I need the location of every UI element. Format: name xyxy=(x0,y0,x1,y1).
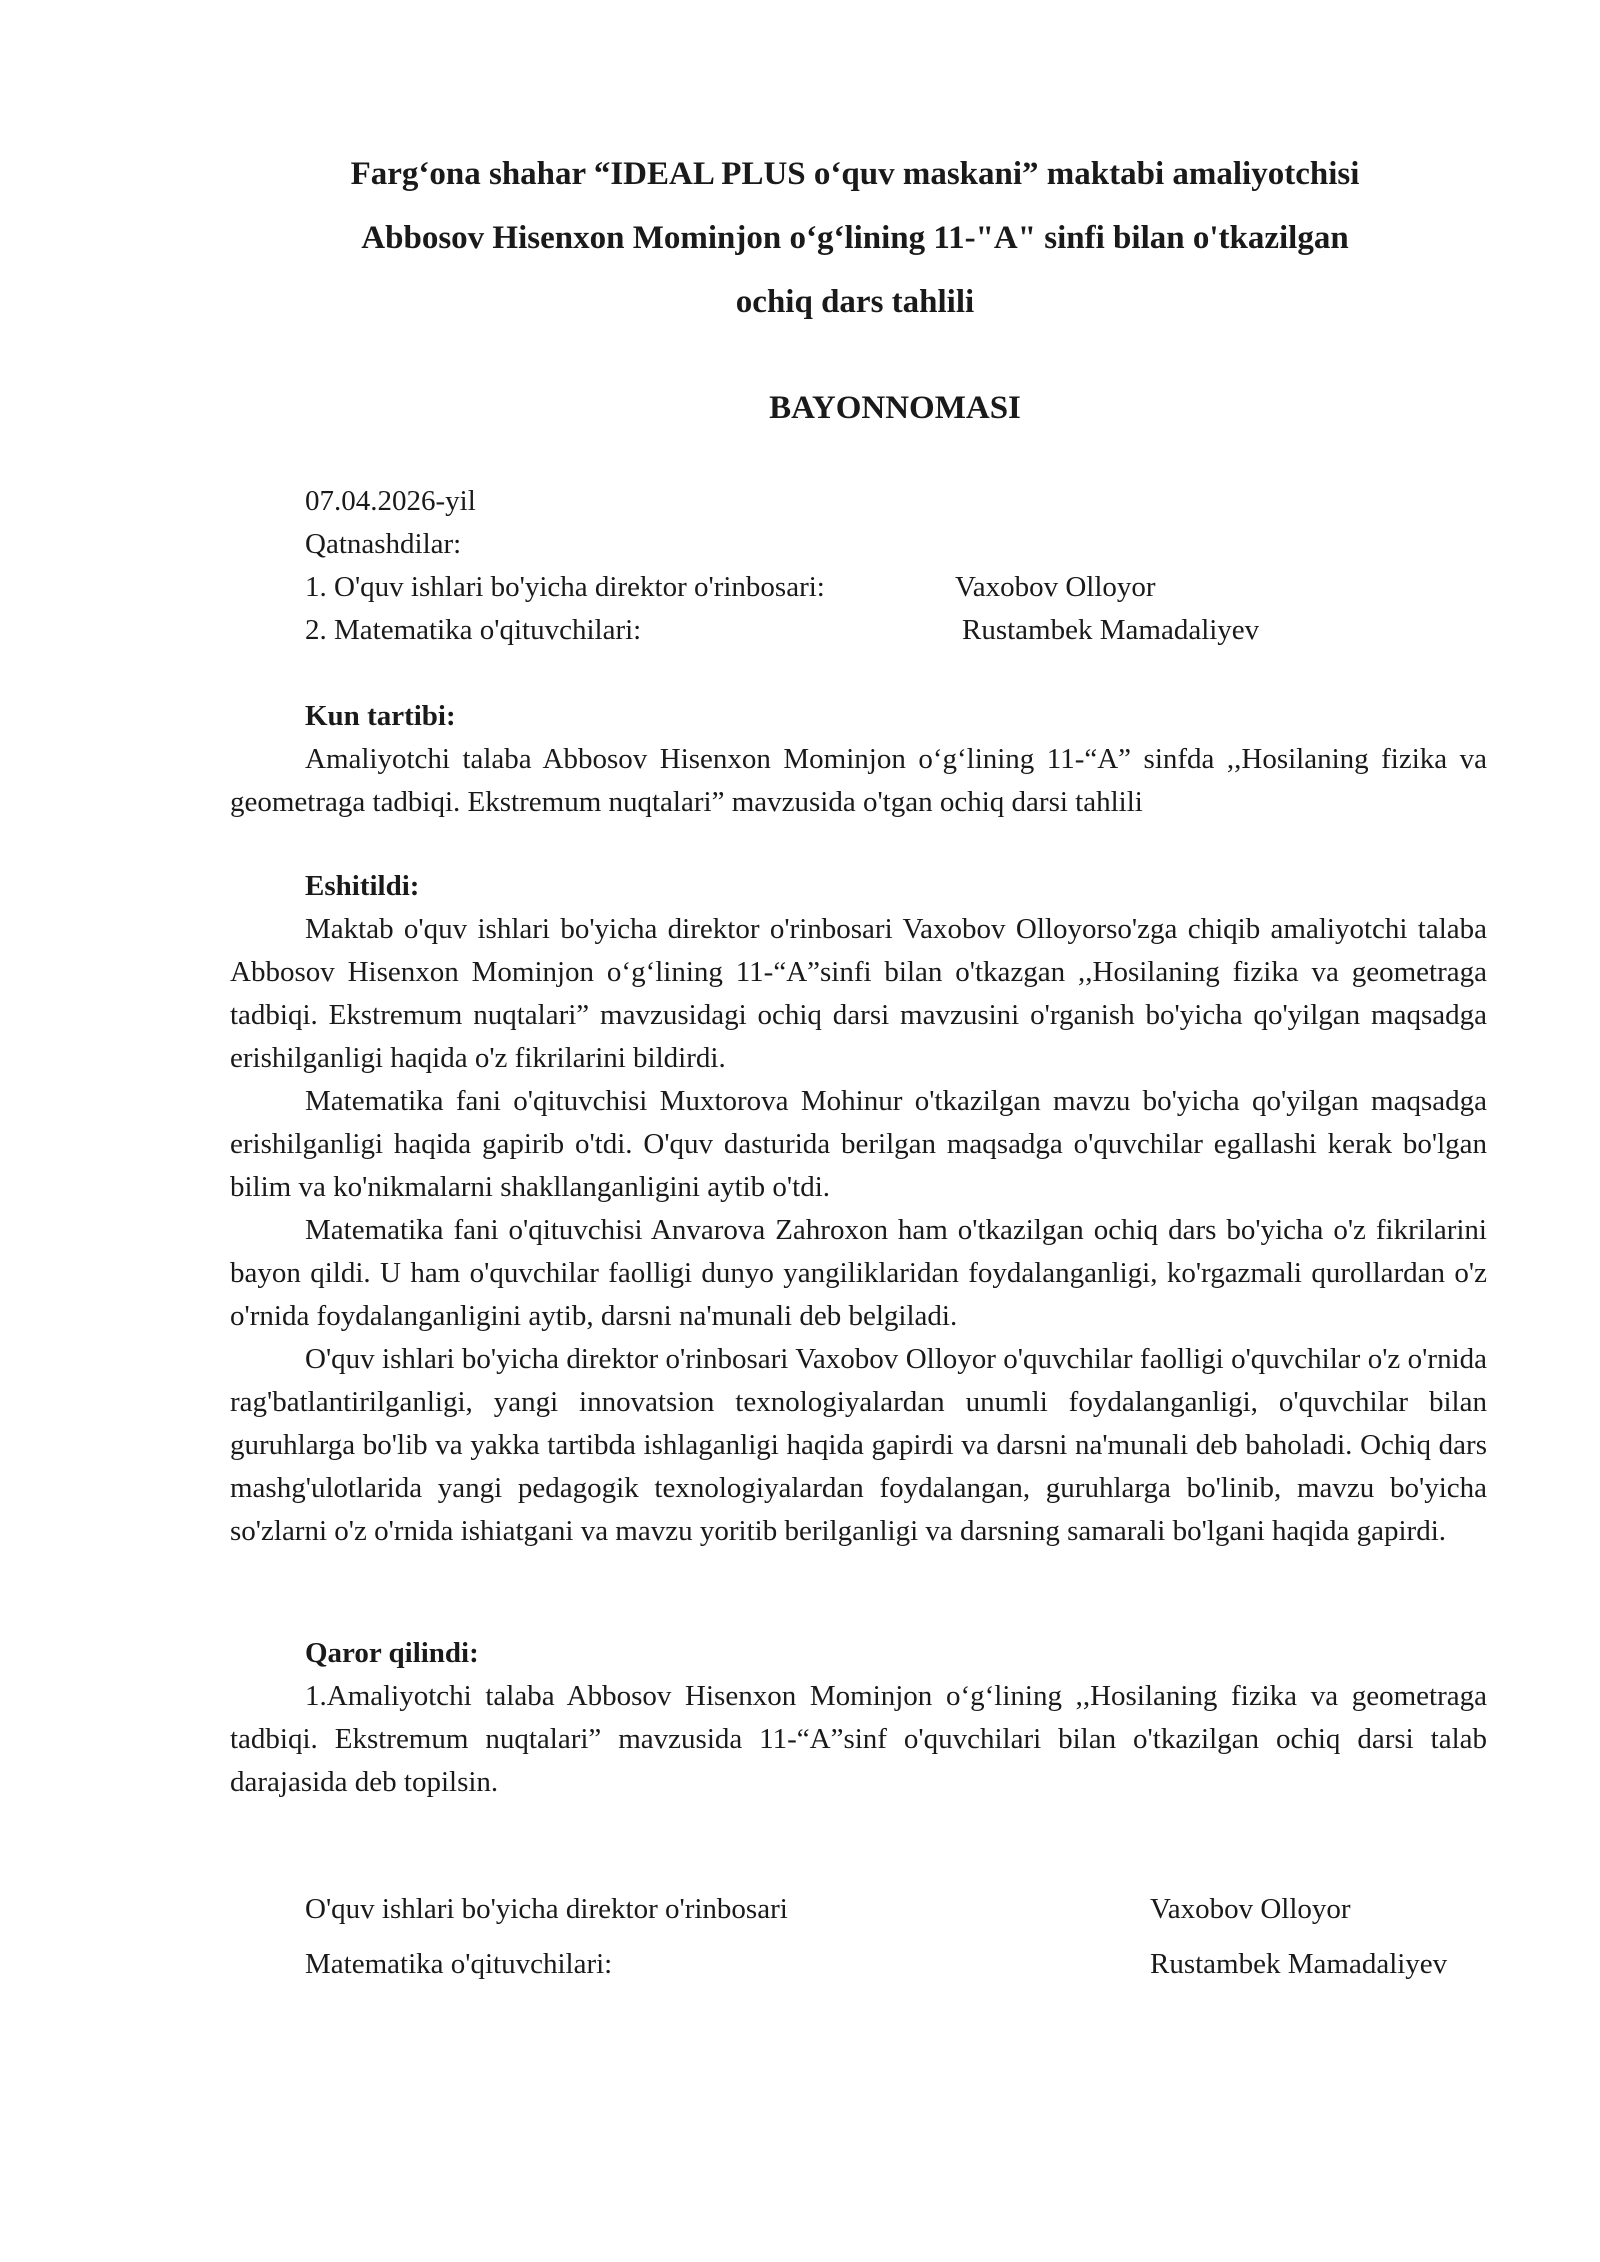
agenda-section xyxy=(230,695,1487,824)
participant-role: 2. Matematika o'qituvchilari: xyxy=(305,614,642,646)
signature-role: Matematika o'qituvchilari: xyxy=(305,1948,613,1980)
participant-row xyxy=(305,566,1156,609)
title-line-2: Abbosov Hisenxon Mominjon o‘g‘lining 11-"A" sinfi bilan o'tkazilgan xyxy=(361,220,1349,256)
heard-paragraph: Matematika fani o'qituvchisi Anvarova Zahroxon ham o'tkazilgan ochiq dars bo'yicha o'z fikrilarini bayon qildi. U ham o'quvchilar faolligi dunyo yangiliklaridan foydalanganligi, ko'rgazmali qurollardan o'z o'rnida foydalanganligini aytib, darsni na'munali deb belgiladi. xyxy=(230,1214,1487,1332)
document-title xyxy=(230,142,1480,334)
participant-name: Vaxobov Olloyor xyxy=(955,571,1156,603)
heard-heading: Eshitildi: xyxy=(305,870,420,902)
heard-paragraph: Maktab o'quv ishlari bo'yicha direktor o'rinbosari Vaxobov Olloyorso'zga chiqib amaliyotchi talaba Abbosov Hisenxon Mominjon o‘g‘lining 11-“A”sinfi bilan o'tkazgan ,,Hosilaning fizika va geometraga tadbiqi. Ekstremum nuqtalari” mavzusidagi ochiq darsi mavzusini o'rganish bo'yicha qo'yilgan maqsadga erishilganligi haqida o'z fikrilarini bildirdi. xyxy=(230,913,1487,1074)
heard-paragraph: Matematika fani o'qituvchisi Muxtorova Mohinur o'tkazilgan mavzu bo'yicha qo'yilgan maqsadga erishilganligi haqida gapirib o'tdi. O'quv dasturida berilgan maqsadga o'quvchilar egallashi kerak bo'lgan bilim va ko'nikmalarni shakllanganligini aytib o'tdi. xyxy=(230,1085,1487,1203)
date-line: 07.04.2026-yil xyxy=(305,485,476,517)
participant-row xyxy=(305,609,1260,652)
agenda-text: Amaliyotchi talaba Abbosov Hisenxon Mominjon o‘g‘lining 11-“A” sinfda ,,Hosilaning fizika va geometraga tadbiqi. Ekstremum nuqtalari” mavzusida o'tgan ochiq darsi tahlili xyxy=(230,743,1487,818)
decision-section xyxy=(230,1632,1487,1804)
decision-text: 1.Amaliyotchi talaba Abbosov Hisenxon Mominjon o‘g‘lining ,,Hosilaning fizika va geometraga tadbiqi. Ekstremum nuqtalari” mavzusida 11-“A”sinf o'quvchilari bilan o'tkazilgan ochiq darsi talab darajasida deb topilsin. xyxy=(230,1680,1487,1798)
heard-paragraph: O'quv ishlari bo'yicha direktor o'rinbosari Vaxobov Olloyor o'quvchilar faolligi o'quvchilar o'z o'rnida rag'batlantirilganligi, yangi innovatsion texnologiyalardan unumli foydalanganligi, o'quvchilar bilan guruhlarga bo'lib va yakka tartibda ishlaganligi haqida gapirdi va darsni na'munali deb baholadi. Ochiq dars mashg'ulotlarida yangi pedagogik texnologiyalardan foydalangan, guruhlarga bo'linib, mavzu bo'yicha so'zlarni o'z o'rnida ishiatgani va mavzu yoritib berilganligi va darsning samarali bo'lgani haqida gapirdi. xyxy=(230,1343,1487,1547)
signature-role: O'quv ishlari bo'yicha direktor o'rinbosari xyxy=(305,1893,788,1925)
signature-row xyxy=(305,1948,1448,1981)
participant-role: 1. O'quv ishlari bo'yicha direktor o'rinbosari: xyxy=(305,571,825,603)
participants-label: Qatnashdilar: xyxy=(305,528,462,560)
meta-block xyxy=(305,480,1260,652)
agenda-heading: Kun tartibi: xyxy=(305,700,456,732)
heard-section xyxy=(230,865,1487,1553)
title-line-3: ochiq dars tahlili xyxy=(735,284,975,320)
document-type-heading: BAYONNOMASI xyxy=(769,390,1021,426)
signature-name: Rustambek Mamadaliyev xyxy=(1150,1948,1448,1980)
decision-heading: Qaror qilindi: xyxy=(305,1637,479,1669)
signature-row xyxy=(305,1893,1351,1926)
title-line-1: Farg‘ona shahar “IDEAL PLUS o‘quv maskani” maktabi amaliyotchisi xyxy=(350,156,1360,192)
signature-name: Vaxobov Olloyor xyxy=(1150,1893,1351,1925)
participant-name: Rustambek Mamadaliyev xyxy=(962,614,1260,646)
